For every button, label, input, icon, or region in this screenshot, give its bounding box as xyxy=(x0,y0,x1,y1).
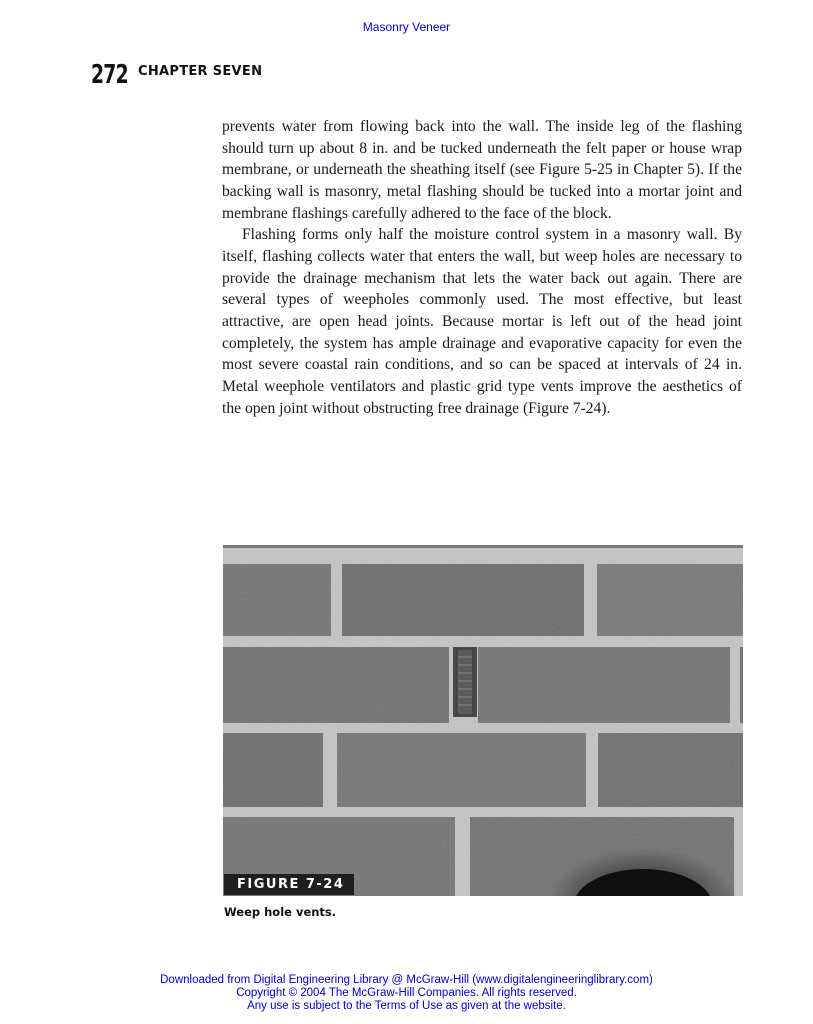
footer-terms-link[interactable]: Any use is subject to the Terms of Use as given at the website. xyxy=(247,1000,566,1012)
body-text xyxy=(222,116,742,419)
figure-weep-hole-photo xyxy=(223,545,743,896)
header-link[interactable]: Masonry Veneer xyxy=(362,20,451,34)
footer-copyright: Copyright © 2004 The McGraw-Hill Companies. All rights reserved. xyxy=(236,987,577,999)
figure-label: FIGURE 7-24 xyxy=(224,874,354,895)
brick-wall-photo xyxy=(223,545,743,896)
paragraph-1: prevents water from flowing back into the wall. The inside leg of the flashing should turn up about 8 in. and be tucked underneath the felt paper or house wrap membrane, or underneath the sheathing itself (see Figure 5-25 in Chapter 5). If the backing wall is masonry, metal flashing should be tucked into a mortar joint and membrane flashings carefully adhered to the face of the block. xyxy=(222,118,742,222)
weep-vent xyxy=(453,647,477,717)
figure-caption: Weep hole vents. xyxy=(224,905,337,919)
footer xyxy=(0,974,813,1013)
chapter-title: CHAPTER SEVEN xyxy=(138,64,263,79)
page-number: 272 xyxy=(91,60,128,90)
paragraph-2: Flashing forms only half the moisture control system in a masonry wall. By itself, flashing collects water that enters the wall, but weep holes are necessary to provide the drainage mechanism that lets the water back out again. There are several types of weepholes commonly used. The most effective, but least attractive, are open head joints. Because mortar is left out of the head joint completely, the system has ample drainage and evaporative capacity for even the most severe coastal rain conditions, and so can be spaced at intervals of 24 in. Metal weephole ventilators and plastic grid type vents improve the aesthetics of the open joint without obstructing free drainage (Figure 7-24). xyxy=(222,226,742,417)
footer-download-link[interactable]: Downloaded from Digital Engineering Library @ McGraw-Hill (www.digitalengineeringlibrary.com) xyxy=(160,974,653,986)
